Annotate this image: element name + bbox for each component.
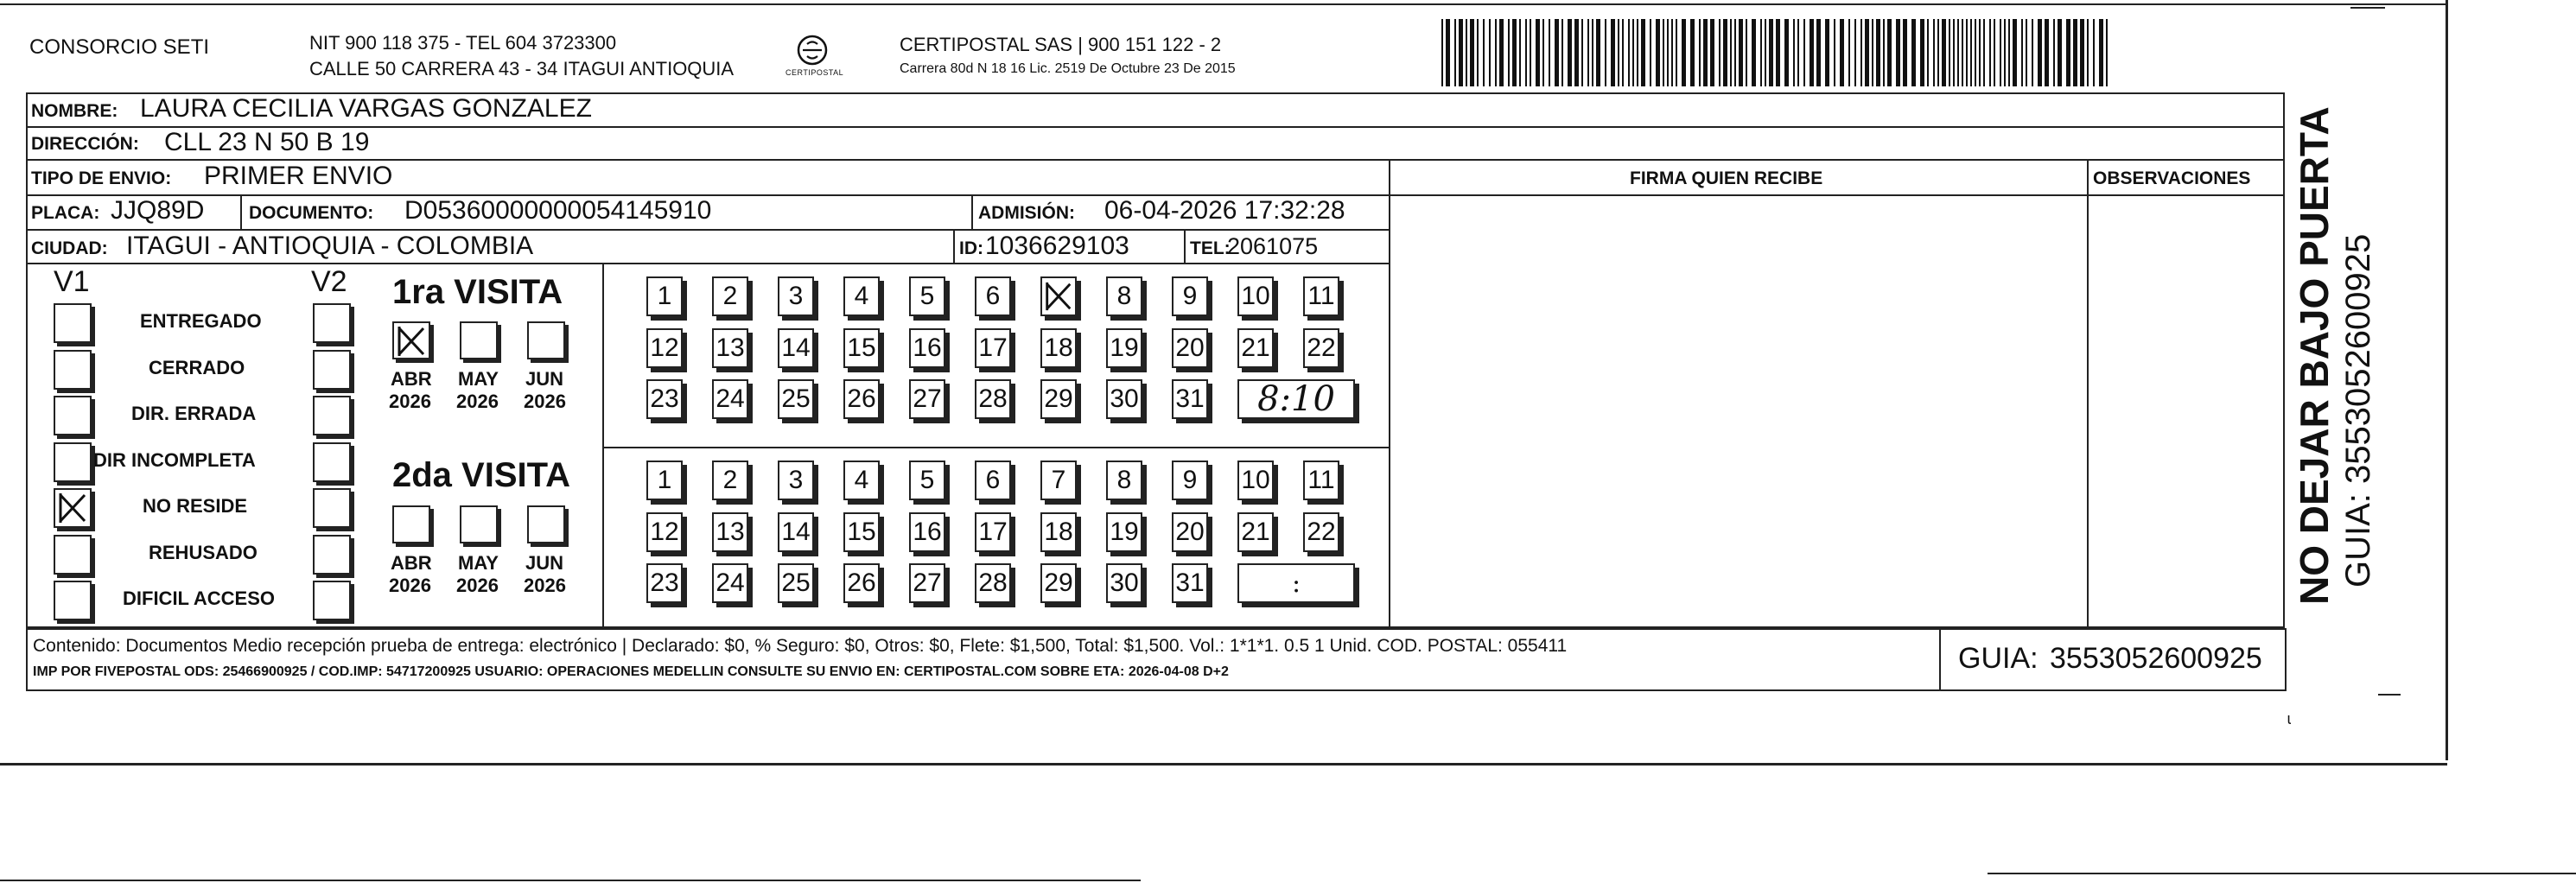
visit2-day-29[interactable]: 29 [1040, 563, 1077, 603]
visit1-year-label: 2026 [524, 391, 566, 412]
doc-adm-divider [971, 194, 973, 229]
tipo-envio-label: TIPO DE ENVIO: [31, 168, 172, 188]
visit1-month-box-may[interactable] [460, 321, 498, 359]
visit2-day-14[interactable]: 14 [778, 512, 814, 552]
barcode-bar [1848, 19, 1850, 86]
carrier-line: CERTIPOSTAL SAS | 900 151 122 - 2 [900, 34, 1222, 55]
visit1-day-17[interactable]: 17 [975, 328, 1011, 368]
barcode-bar [1834, 19, 1835, 86]
visit2-day-16[interactable]: 16 [909, 512, 945, 552]
barcode-bar [1650, 19, 1651, 86]
barcode-bar [1719, 19, 1721, 86]
visit1-day-28[interactable]: 28 [975, 379, 1011, 419]
ciudad-label: CIUDAD: [31, 238, 108, 258]
barcode-bar [1628, 19, 1630, 86]
footer-guia-divider [1939, 628, 1941, 691]
barcode-bar [1876, 19, 1880, 86]
barcode-bar [1605, 19, 1606, 86]
placa-label: PLACA: [31, 203, 100, 223]
direccion-value: CLL 23 N 50 B 19 [164, 128, 370, 156]
visit1-month-box-jun[interactable] [527, 321, 565, 359]
visit2-day-17[interactable]: 17 [975, 512, 1011, 552]
id-value: 1036629103 [985, 232, 1129, 260]
barcode-bar [1860, 19, 1862, 86]
visit2-day-12[interactable]: 12 [646, 512, 683, 552]
logo-text: CERTIPOSTAL [786, 68, 844, 77]
barcode-bar [1816, 19, 1821, 86]
placa-value: JJQ89D [111, 196, 205, 225]
barcode-bar [1962, 19, 1963, 86]
barcode-bar [1656, 19, 1660, 86]
barcode-bar [1466, 19, 1467, 86]
nombre-label: NOMBRE: [31, 101, 118, 121]
visit1-day-1[interactable]: 1 [646, 276, 683, 316]
visit2-month-box-abr[interactable] [392, 505, 430, 543]
v2-checkbox-no-reside[interactable] [313, 488, 351, 528]
barcode-bar [2045, 19, 2049, 86]
barcode-bar [2087, 19, 2089, 86]
barcode-bar [2073, 19, 2077, 86]
barcode-bar [1618, 19, 1619, 86]
tel-value: 2061075 [1227, 233, 1319, 259]
barcode-bar [1446, 19, 1450, 86]
barcode-bar [1682, 19, 1686, 86]
visit1-day-24[interactable]: 24 [712, 379, 748, 419]
x-mark-icon [1042, 278, 1075, 314]
visit2-time-box[interactable]: : [1237, 563, 1355, 603]
barcode-bar [1622, 19, 1624, 86]
barcode-bar [1730, 19, 1732, 86]
barcode-bar [1703, 19, 1708, 86]
barcode-bar [1765, 19, 1766, 86]
lower-rule-right [1988, 873, 2576, 874]
firma-left-line [1389, 159, 1390, 630]
visit2-day-3[interactable]: 3 [778, 461, 814, 500]
barcode-bar [1699, 19, 1701, 86]
edge-tick-2 [2350, 7, 2385, 9]
footer-top-line [26, 628, 2285, 630]
visit2-day-18[interactable]: 18 [1040, 512, 1077, 552]
nombre-value: LAURA CECILIA VARGAS GONZALEZ [140, 94, 592, 123]
side-text [2294, 86, 2389, 605]
barcode-bar [1530, 19, 1531, 86]
direccion-label: DIRECCIÓN: [31, 134, 139, 154]
footer-content-line: Contenido: Documentos Medio recepción prueba de entrega: electrónico | Declarado: $0, % Seguro: $0, Otros: $0, Flete: $1,500, Total: $1,500. Vol.: 1*1*1. 0.5 1 Unid. COD. POSTAL: 055411 [33, 636, 1568, 656]
barcode-bar [1470, 19, 1474, 86]
barcode-bar [1489, 19, 1491, 86]
barcode-bar [1983, 19, 1985, 86]
visit1-day-13[interactable]: 13 [712, 328, 748, 368]
placa-doc-divider [240, 194, 242, 229]
barcode-bar [1854, 19, 1856, 86]
visit2-day-25[interactable]: 25 [778, 563, 814, 603]
id-label: ID: [959, 238, 983, 258]
visit2-day-15[interactable]: 15 [843, 512, 880, 552]
status-label-rehusado: REHUSADO [149, 541, 258, 563]
barcode-bar [1483, 19, 1485, 86]
barcode-bar [1840, 19, 1844, 86]
barcode-bar [2066, 19, 2070, 86]
status-label-no-reside: NO RESIDE [143, 495, 248, 517]
tipo-envio-value: PRIMER ENVIO [204, 162, 393, 190]
visit1-month-box-abr[interactable] [392, 321, 430, 359]
barcode-bar [1937, 19, 1939, 86]
visit1-day-7[interactable] [1040, 276, 1077, 316]
barcode-bar [1710, 19, 1714, 86]
visit2-month-label: JUN [525, 552, 564, 574]
barcode-bar [1454, 19, 1456, 86]
barcode-bar [1441, 19, 1443, 86]
visit1-day-2[interactable]: 2 [712, 276, 748, 316]
v2-checkbox-entregado[interactable] [313, 303, 351, 343]
visit1-month-label: MAY [458, 368, 499, 390]
x-mark-icon [55, 490, 90, 526]
v2-checkbox-rehusado[interactable] [313, 535, 351, 575]
barcode-bar [1865, 19, 1869, 86]
visit2-day-8[interactable]: 8 [1106, 461, 1142, 500]
address-line: CALLE 50 CARRERA 43 - 34 ITAGUI ANTIOQUIA [309, 58, 735, 79]
visit2-day-9[interactable]: 9 [1172, 461, 1208, 500]
barcode-bar [2008, 19, 2010, 86]
barcode-bar [2099, 19, 2103, 86]
barcode-bar [1581, 19, 1583, 86]
v1-checkbox-rehusado[interactable] [54, 535, 92, 575]
barcode-bar [1903, 19, 1907, 86]
visit2-day-1[interactable]: 1 [646, 461, 683, 500]
footer-guia-number: 3553052600925 [2050, 642, 2262, 675]
visit2-day-6[interactable]: 6 [975, 461, 1011, 500]
barcode-bar [1499, 19, 1504, 86]
visit2-day-7[interactable]: 7 [1040, 461, 1077, 500]
lower-rule-left [0, 880, 1141, 881]
barcode-bar [1883, 19, 1885, 86]
x-mark-icon [394, 323, 429, 359]
barcode-bar [1519, 19, 1521, 86]
visit2-day-2[interactable]: 2 [712, 461, 748, 500]
barcode-bar [1637, 19, 1638, 86]
barcode-bar [1810, 19, 1814, 86]
barcode-bar [1793, 19, 1795, 86]
visit2-day-30[interactable]: 30 [1106, 563, 1142, 603]
barcode-bar [1555, 19, 1559, 86]
visit2-month-label: ABR [391, 552, 432, 574]
visit2-year-label: 2026 [456, 575, 499, 596]
visit1-day-14[interactable]: 14 [778, 328, 814, 368]
barcode-bar [1671, 19, 1673, 86]
visit2-day-23[interactable]: 23 [646, 563, 683, 603]
barcode-bar [1676, 19, 1677, 86]
barcode-bar [1746, 19, 1747, 86]
v2-label: V2 [311, 265, 347, 298]
page-top-edge [0, 3, 2446, 5]
v1-checkbox-cerrado[interactable] [54, 350, 92, 390]
barcode-bar [1542, 19, 1544, 86]
barcode-bar [1979, 19, 1981, 86]
visit1-day-16[interactable]: 16 [909, 328, 945, 368]
barcode-bar [1592, 19, 1593, 86]
firma-header: FIRMA QUIEN RECIBE [1630, 168, 1823, 188]
barcode-bar [1574, 19, 1579, 86]
visit1-day-29[interactable]: 29 [1040, 379, 1077, 419]
status-label-entregado: ENTREGADO [140, 310, 262, 332]
barcode-bar [1872, 19, 1873, 86]
barcode-bar [1966, 19, 1968, 86]
nit-line: NIT 900 118 375 - TEL 604 3723300 [309, 32, 617, 54]
no-dejar-warning: NO DEJAR BAJO PUERTA [2292, 106, 2337, 605]
barcode-bar [1942, 19, 1946, 86]
admision-label: ADMISIÓN: [978, 203, 1075, 223]
barcode-bar [1587, 19, 1589, 86]
margin-mark: ɩ [2287, 710, 2291, 727]
barcode-bar [1562, 19, 1563, 86]
barcode-bar [1596, 19, 1600, 86]
visit1-day-10[interactable]: 10 [1237, 276, 1274, 316]
barcode-bar [1887, 19, 1892, 86]
barcode-bar [1495, 19, 1497, 86]
visit1-year-label: 2026 [456, 391, 499, 412]
barcode-bar [1752, 19, 1756, 86]
barcode-bar [2000, 19, 2001, 86]
documento-label: DOCUMENTO: [249, 203, 374, 223]
barcode-bar [2021, 19, 2023, 86]
barcode-bar [2106, 19, 2108, 86]
visit2-year-label: 2026 [524, 575, 566, 596]
barcode-bar [1734, 19, 1736, 86]
v1-checkbox-entregado[interactable] [54, 303, 92, 343]
barcode-graphic [1441, 19, 2109, 86]
status-label-dir-incompleta: DIR INCOMPLETA [93, 448, 256, 471]
admision-value: 06-04-2026 17:32:28 [1104, 196, 1345, 225]
ciudad-id-divider [953, 229, 955, 264]
visit2-day-19[interactable]: 19 [1106, 512, 1142, 552]
visit2-day-20[interactable]: 20 [1172, 512, 1208, 552]
documento-value: D05360000000054145910 [404, 196, 712, 225]
barcode-bar [1663, 19, 1664, 86]
v2-checkbox-cerrado[interactable] [313, 350, 351, 390]
visit1-day-25[interactable]: 25 [778, 379, 814, 419]
barcode-bar [1803, 19, 1805, 86]
v2-checkbox-dir-incompleta[interactable] [313, 442, 351, 482]
barcode-bar [2004, 19, 2006, 86]
barcode-bar [2038, 19, 2042, 86]
barcode-bar [1920, 19, 1924, 86]
v1-label: V1 [54, 265, 90, 298]
barcode-bar [1549, 19, 1550, 86]
observaciones-header: OBSERVACIONES [2093, 168, 2251, 188]
v2-checkbox-dificil-acceso[interactable] [313, 581, 351, 620]
barcode-bar [1760, 19, 1762, 86]
footer-left-line [26, 628, 28, 691]
visit1-day-23[interactable]: 23 [646, 379, 683, 419]
barcode-bar [2026, 19, 2027, 86]
visit1-day-18[interactable]: 18 [1040, 328, 1077, 368]
barcode-bar [1989, 19, 1991, 86]
v2-checkbox-dir-errada[interactable] [313, 396, 351, 435]
barcode-bar [1690, 19, 1695, 86]
visit1-day-12[interactable]: 12 [646, 328, 683, 368]
page-bottom-edge [0, 763, 2447, 765]
barcode-bar [1739, 19, 1743, 86]
v1-checkbox-no-reside[interactable] [54, 488, 92, 528]
ciudad-value: ITAGUI - ANTIOQUIA - COLOMBIA [126, 232, 534, 260]
visit2-year-label: 2026 [389, 575, 431, 596]
certipostal-logo [782, 33, 843, 86]
row-line-2 [26, 159, 2285, 161]
barcode-bar [1508, 19, 1510, 86]
barcode-bar [1949, 19, 1950, 86]
visit1-day-3[interactable]: 3 [778, 276, 814, 316]
barcode [1441, 19, 2109, 86]
barcode-bar [2032, 19, 2033, 86]
visit2-day-26[interactable]: 26 [843, 563, 880, 603]
tel-label: TEL: [1190, 238, 1231, 258]
visit2-day-28[interactable]: 28 [975, 563, 1011, 603]
visit1-day-22[interactable]: 22 [1303, 328, 1339, 368]
barcode-bar [1776, 19, 1780, 86]
barcode-bar [1723, 19, 1727, 86]
barcode-bar [1667, 19, 1669, 86]
barcode-bar [1512, 19, 1517, 86]
visit2-day-10[interactable]: 10 [1237, 461, 1274, 500]
visit2-day-27[interactable]: 27 [909, 563, 945, 603]
v1-checkbox-dir-errada[interactable] [54, 396, 92, 435]
barcode-bar [1953, 19, 1955, 86]
visit2-day-21[interactable]: 21 [1237, 512, 1274, 552]
footer-right-line [2285, 628, 2287, 691]
visit2-day-13[interactable]: 13 [712, 512, 748, 552]
v1-checkbox-dificil-acceso[interactable] [54, 581, 92, 620]
visit1-day-9[interactable]: 9 [1172, 276, 1208, 316]
visit1-day-30[interactable]: 30 [1106, 379, 1142, 419]
visit1-day-5[interactable]: 5 [909, 276, 945, 316]
visit1-day-26[interactable]: 26 [843, 379, 880, 419]
barcode-bar [1975, 19, 1976, 86]
barcode-bar [1927, 19, 1929, 86]
visit2-month-box-may[interactable] [460, 505, 498, 543]
barcode-bar [2013, 19, 2017, 86]
barcode-bar [1970, 19, 1972, 86]
visit1-day-21[interactable]: 21 [1237, 328, 1274, 368]
barcode-bar [1536, 19, 1540, 86]
visit1-day-4[interactable]: 4 [843, 276, 880, 316]
barcode-bar [1459, 19, 1463, 86]
license-line: Carrera 80d N 18 16 Lic. 2519 De Octubre 23 De 2015 [900, 61, 1236, 76]
visit1-month-label: ABR [391, 368, 432, 390]
logo-icon [782, 33, 843, 86]
barcode-bar [1568, 19, 1572, 86]
barcode-bar [1896, 19, 1900, 86]
barcode-bar [1641, 19, 1645, 86]
barcode-bar [1611, 19, 1615, 86]
status-label-dir-errada: DIR. ERRADA [131, 403, 257, 424]
visit2-day-5[interactable]: 5 [909, 461, 945, 500]
visit1-title: 1ra VISITA [392, 273, 563, 311]
barcode-bar [1525, 19, 1527, 86]
barcode-bar [2058, 19, 2062, 86]
side-guia-line: GUIA: 3553052600925 [2339, 233, 2377, 588]
visit1-day-20[interactable]: 20 [1172, 328, 1208, 368]
barcode-bar [2080, 19, 2084, 86]
visit1-day-8[interactable]: 8 [1106, 276, 1142, 316]
visit1-day-31[interactable]: 31 [1172, 379, 1208, 419]
barcode-bar [1477, 19, 1479, 86]
footer-print-line: IMP POR FIVEPOSTAL ODS: 25466900925 / COD.IMP: 54717200925 USUARIO: OPERACIONES MEDELLIN CONSULTE SU ENVIO EN: CERTIPOSTAL.COM SOBRE ETA: 2026-04-08 D+2 [33, 664, 1229, 679]
barcode-bar [1933, 19, 1935, 86]
id-tel-divider [1184, 229, 1186, 264]
visit-divider [602, 447, 1389, 448]
barcode-bar [1911, 19, 1916, 86]
visit2-day-31[interactable]: 31 [1172, 563, 1208, 603]
visit2-month-label: MAY [458, 552, 499, 574]
visit1-day-15[interactable]: 15 [843, 328, 880, 368]
visit1-month-label: JUN [525, 368, 564, 390]
edge-tick [2378, 694, 2401, 696]
visit1-day-6[interactable]: 6 [975, 276, 1011, 316]
visit2-day-11[interactable]: 11 [1303, 461, 1339, 500]
visit1-day-19[interactable]: 19 [1106, 328, 1142, 368]
barcode-bar [1632, 19, 1634, 86]
barcode-bar [1797, 19, 1799, 86]
barcode-bar [2053, 19, 2055, 86]
barcode-bar [1784, 19, 1789, 86]
v1-checkbox-dir-incompleta[interactable] [54, 442, 92, 482]
visit1-time-box[interactable]: 8:10 [1237, 379, 1355, 419]
company-name: CONSORCIO SETI [29, 35, 210, 59]
obs-left-line [2087, 159, 2089, 630]
status-label-cerrado: CERRADO [149, 356, 245, 378]
visit1-day-27[interactable]: 27 [909, 379, 945, 419]
visit2-day-4[interactable]: 4 [843, 461, 880, 500]
barcode-bar [1994, 19, 1995, 86]
barcode-bar [1825, 19, 1829, 86]
footer-bottom-line [26, 689, 2285, 691]
barcode-bar [1769, 19, 1773, 86]
page-right-edge [2446, 0, 2448, 760]
footer-guia-label: GUIA: [1958, 642, 2039, 675]
visit1-year-label: 2026 [389, 391, 431, 412]
visit2-day-24[interactable]: 24 [712, 563, 748, 603]
status-label-dificil-acceso: DIFICIL ACCESO [123, 588, 276, 609]
barcode-bar [1957, 19, 1959, 86]
visit2-title: 2da VISITA [392, 456, 570, 494]
visit1-day-11[interactable]: 11 [1303, 276, 1339, 316]
barcode-bar [2093, 19, 2095, 86]
visit2-month-box-jun[interactable] [527, 505, 565, 543]
visit2-day-22[interactable]: 22 [1303, 512, 1339, 552]
